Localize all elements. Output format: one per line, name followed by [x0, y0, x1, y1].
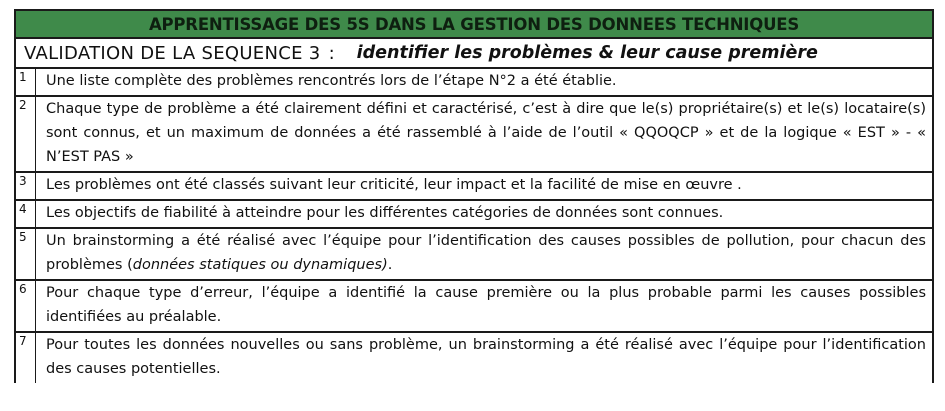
validation-separator: : — [328, 42, 335, 64]
list-item — [16, 333, 932, 383]
item-text: Pour chaque type d’erreur, l’équipe a identifié la cause première ou la plus probable parmi les causes possibles identifiées au préalable. — [46, 285, 926, 325]
item-text: Une liste complète des problèmes rencontrés lors de l’étape N°2 a été établie. — [46, 73, 617, 89]
item-number: 2 — [16, 97, 36, 171]
item-number: 7 — [16, 333, 36, 383]
item-number: 3 — [16, 173, 36, 199]
item-text-italic: données statiques ou dynamiques) — [132, 257, 388, 273]
item-number: 1 — [16, 69, 36, 95]
checklist-sheet — [14, 9, 934, 383]
list-item — [16, 281, 932, 333]
validation-heading — [14, 39, 934, 69]
list-item — [16, 69, 932, 97]
validation-label: VALIDATION DE LA SEQUENCE 3 — [24, 42, 321, 64]
item-number: 6 — [16, 281, 36, 331]
item-text-main: Un brainstorming a été réalisé avec l’équipe pour l’identification des causes possibles de pollution, pour chacun des problèmes ( — [46, 233, 926, 273]
item-text — [36, 229, 932, 279]
checklist-items — [14, 69, 934, 383]
item-text: Pour toutes les données nouvelles ou sans problème, un brainstorming a été réalisé avec l’équipe pour l’identification des causes potentielles. — [46, 337, 926, 377]
item-text: Les problèmes ont été classés suivant leur criticité, leur impact et la facilité de mise en œuvre . — [46, 177, 742, 193]
item-number: 5 — [16, 229, 36, 279]
list-item — [16, 201, 932, 229]
list-item — [16, 97, 932, 173]
validation-topic: identifier les problèmes & leur cause première — [356, 43, 818, 63]
item-number: 4 — [16, 201, 36, 227]
list-item — [16, 173, 932, 201]
item-text: Chaque type de problème a été clairement défini et caractérisé, c’est à dire que le(s) propriétaire(s) et le(s) locataire(s) sont connus, et un maximum de données a été rassemblé à l’aide de l’outil « QQOQCP » et de la logique « EST » - « N’EST PAS » — [46, 101, 926, 165]
page-title: APPRENTISSAGE DES 5S DANS LA GESTION DES DONNEES TECHNIQUES — [14, 9, 934, 39]
list-item — [16, 229, 932, 281]
item-text: Les objectifs de fiabilité à atteindre pour les différentes catégories de données sont connues. — [46, 205, 724, 221]
item-text-tail: . — [387, 257, 393, 273]
